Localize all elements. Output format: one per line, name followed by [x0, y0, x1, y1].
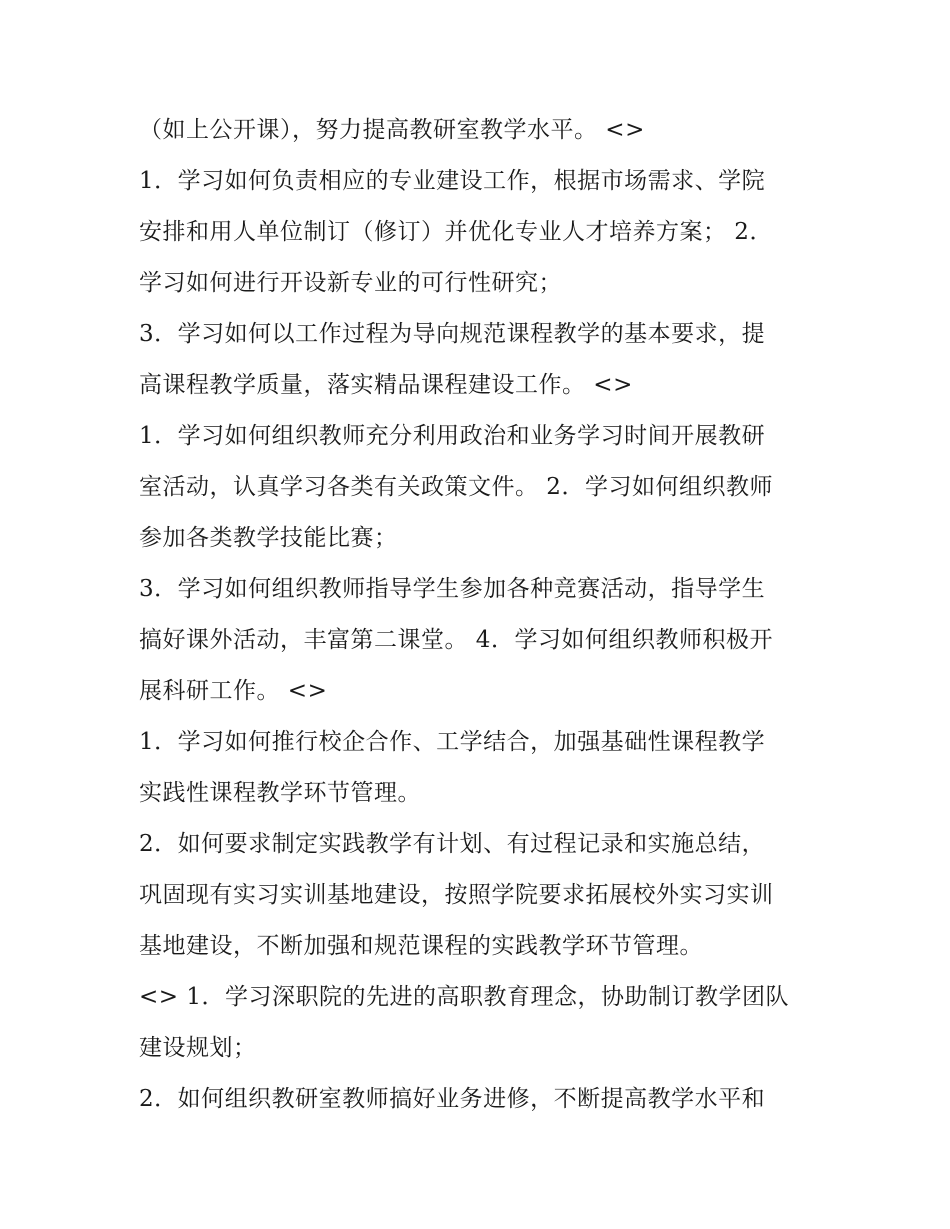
text-line: （如上公开课），努力提高教研室教学水平。 <> — [139, 117, 645, 143]
text-line: 高课程教学质量，落实精品课程建设工作。 <> — [139, 372, 633, 398]
text-line: 展科研工作。 <> — [139, 678, 328, 704]
text-line: 1．学习如何组织教师充分利用政治和业务学习时间开展教研 — [139, 423, 766, 449]
text-line: 2．如何组织教研室教师搞好业务进修，不断提高教学水平和 — [139, 1086, 766, 1112]
text-line: 1．学习如何推行校企合作、工学结合，加强基础性课程教学 — [139, 729, 766, 755]
text-line: 搞好课外活动，丰富第二课堂。 4．学习如何组织教师积极开 — [139, 627, 773, 653]
text-line: 1．学习如何负责相应的专业建设工作，根据市场需求、学院 — [139, 168, 766, 194]
text-line: 室活动，认真学习各类有关政策文件。 2．学习如何组织教师 — [139, 474, 773, 500]
text-line: 3．学习如何以工作过程为导向规范课程教学的基本要求，提 — [139, 321, 766, 347]
text-line: 3．学习如何组织教师指导学生参加各种竞赛活动，指导学生 — [139, 576, 766, 602]
text-line: 参加各类教学技能比赛； — [139, 525, 398, 551]
text-line: 基地建设，不断加强和规范课程的实践教学环节管理。 — [139, 933, 703, 959]
text-line: <> 1．学习深职院的先进的高职教育理念，协助制订教学团队 — [139, 984, 789, 1010]
text-line: 建设规划； — [139, 1035, 257, 1061]
text-line: 实践性课程教学环节管理。 — [139, 780, 421, 806]
text-line: 2．如何要求制定实践教学有计划、有过程记录和实施总结， — [139, 831, 766, 857]
text-line: 巩固现有实习实训基地建设，按照学院要求拓展校外实习实训 — [139, 882, 774, 908]
text-line: 安排和用人单位制订（修订）并优化专业人才培养方案； 2． — [139, 219, 773, 245]
text-body — [139, 107, 839, 1127]
text-line: 学习如何进行开设新专业的可行性研究； — [139, 270, 562, 296]
